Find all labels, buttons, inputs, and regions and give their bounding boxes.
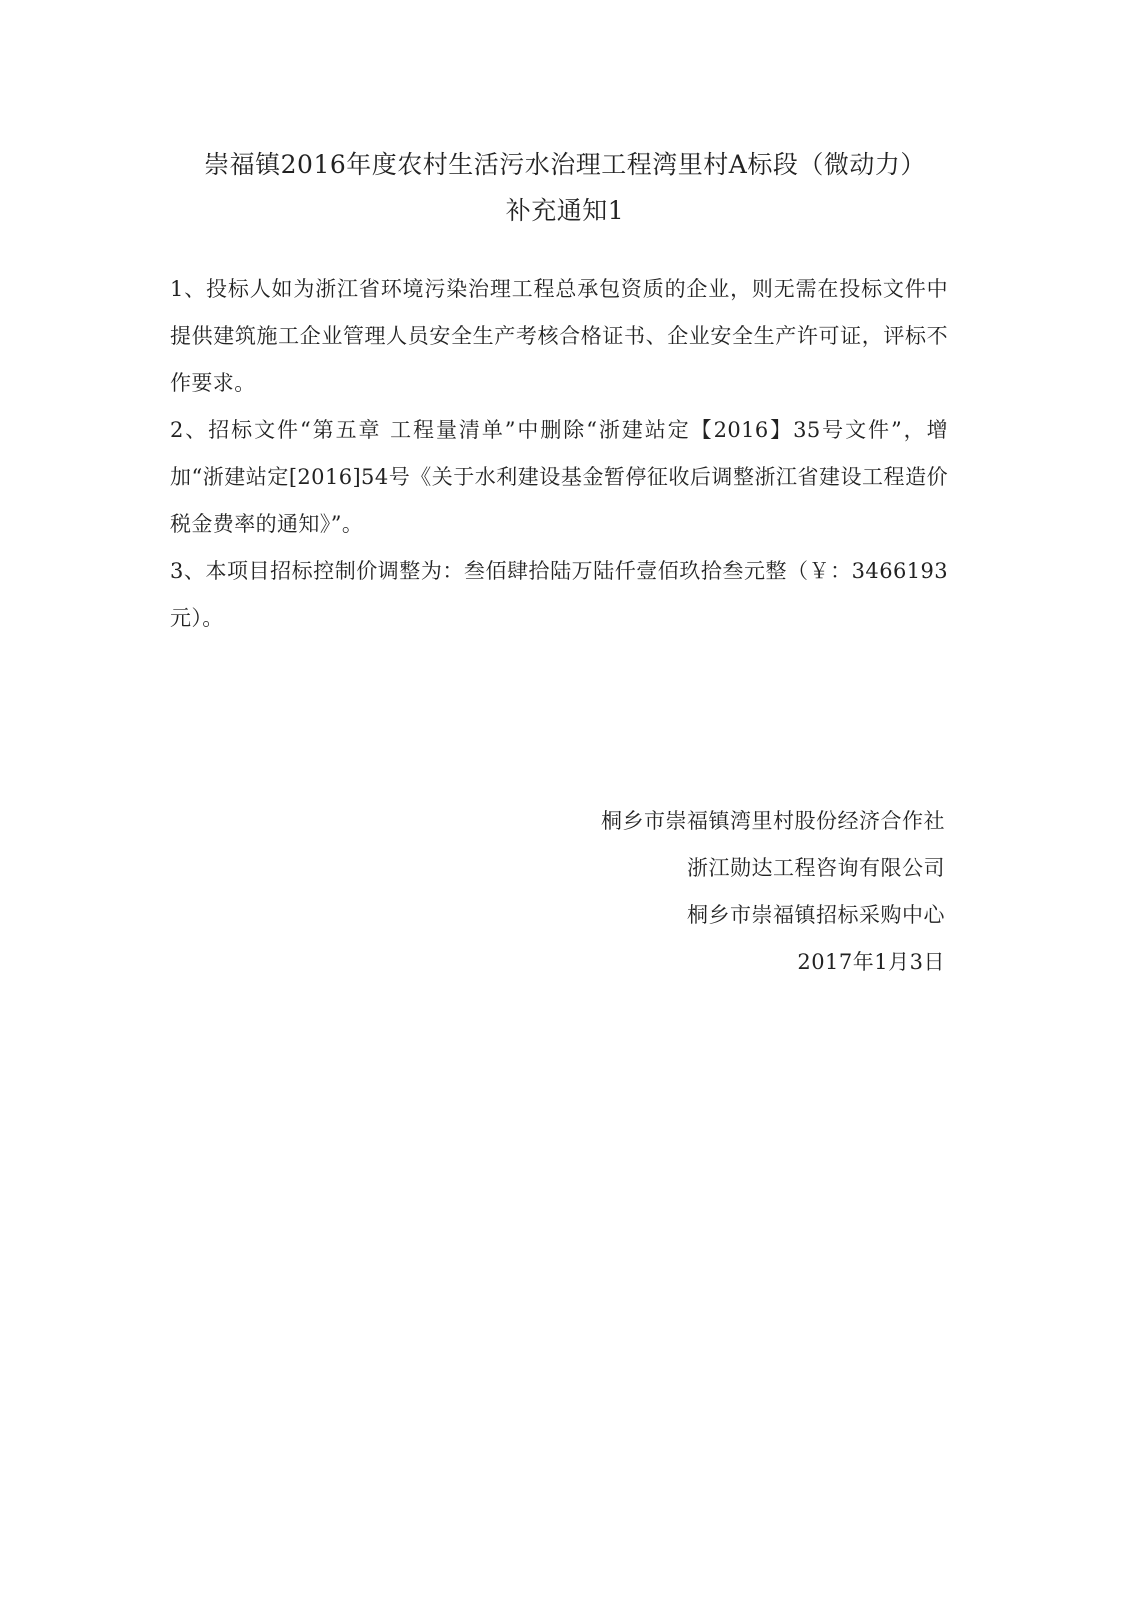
title-line-2: 补充通知1 xyxy=(505,196,625,225)
document-title xyxy=(150,142,980,234)
signatory-2: 浙江勋达工程咨询有限公司 xyxy=(687,856,945,880)
document-body xyxy=(170,266,948,642)
paragraph-3: 3、本项目招标控制价调整为：叁佰肆拾陆万陆仟壹佰玖拾叁元整（￥：3466193元）。 xyxy=(170,559,948,630)
paragraph-2: 2、招标文件“第五章 工程量清单”中删除“浙建站定【2016】35号文件”，增加“浙建站定[2016]54号《关于水利建设基金暂停征收后调整浙江省建设工程造价税金费率的通知》”。 xyxy=(170,418,948,536)
signatory-3: 桐乡市崇福镇招标采购中心 xyxy=(687,903,945,927)
signatory-1: 桐乡市崇福镇湾里村股份经济合作社 xyxy=(601,809,945,833)
paragraph-1: 1、投标人如为浙江省环境污染治理工程总承包资质的企业，则无需在投标文件中提供建筑施工企业管理人员安全生产考核合格证书、企业安全生产许可证，评标不作要求。 xyxy=(170,277,948,395)
document-date: 2017年1月3日 xyxy=(797,950,945,974)
title-line-1: 崇福镇2016年度农村生活污水治理工程湾里村A标段（微动力） xyxy=(204,150,926,179)
signature-block xyxy=(601,798,945,986)
